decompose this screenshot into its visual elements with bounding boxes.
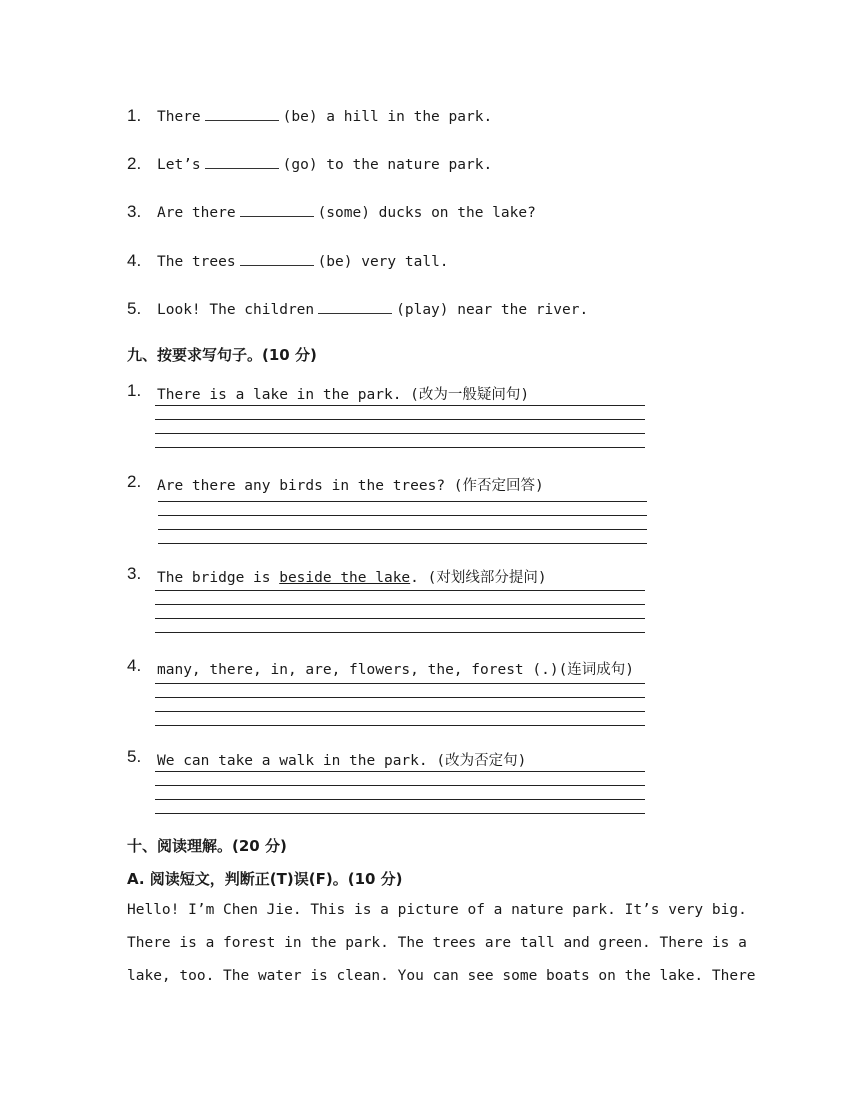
- fill-in-question-4: [157, 253, 449, 270]
- answer-blank[interactable]: [205, 156, 279, 169]
- question-text: Let’s: [157, 157, 201, 173]
- question-text: The bridge is: [157, 570, 280, 586]
- fill-in-question-5: [157, 301, 588, 318]
- answer-blank[interactable]: [318, 301, 392, 314]
- answer-line[interactable]: [155, 447, 645, 448]
- question-number: 2.: [127, 472, 142, 491]
- answer-line[interactable]: [155, 419, 645, 420]
- answer-line[interactable]: [155, 433, 645, 434]
- question-number: 4.: [127, 656, 142, 675]
- question-number: 4.: [127, 251, 142, 270]
- answer-line[interactable]: [155, 683, 645, 684]
- section-10-title: 十、阅读理解。(20 分): [127, 837, 287, 855]
- answer-line[interactable]: [155, 590, 645, 591]
- underlined-phrase: beside the lake: [279, 570, 411, 586]
- question-text: The trees: [157, 254, 236, 270]
- question-text: (be) very tall.: [317, 254, 449, 270]
- fill-in-question-2: [157, 156, 492, 173]
- question-text: (some) ducks on the lake?: [317, 205, 536, 221]
- fill-in-question-1: [157, 108, 492, 125]
- passage-line: Hello! I’m Chen Jie. This is a picture of a nature park. It’s very big.: [127, 902, 747, 918]
- answer-line[interactable]: [158, 543, 647, 544]
- question-number: 5.: [127, 747, 142, 766]
- answer-line[interactable]: [155, 604, 645, 605]
- rewrite-question-2: Are there any birds in the trees? (作否定回答): [157, 478, 544, 494]
- question-text: Look! The children: [157, 302, 315, 318]
- question-text: Are there: [157, 205, 236, 221]
- answer-blank[interactable]: [240, 204, 314, 217]
- section-10-subtitle: A. 阅读短文，判断正(T)误(F)。(10 分): [127, 870, 403, 888]
- answer-line[interactable]: [155, 711, 645, 712]
- rewrite-question-3: [157, 566, 547, 587]
- answer-line[interactable]: [155, 785, 645, 786]
- question-number: 2.: [127, 154, 142, 173]
- answer-line[interactable]: [158, 501, 647, 502]
- rewrite-question-5: We can take a walk in the park. (改为否定句): [157, 753, 527, 769]
- question-number: 3.: [127, 564, 142, 583]
- answer-line[interactable]: [155, 799, 645, 800]
- rewrite-question-1: There is a lake in the park. (改为一般疑问句): [157, 387, 530, 403]
- question-text: . (对划线部分提问): [410, 570, 547, 586]
- question-number: 3.: [127, 202, 142, 221]
- answer-line[interactable]: [155, 632, 645, 633]
- question-text: (go) to the nature park.: [282, 157, 493, 173]
- answer-blank[interactable]: [205, 108, 279, 121]
- fill-in-question-3: [157, 204, 536, 221]
- passage-line: lake, too. The water is clean. You can see some boats on the lake. There: [127, 968, 756, 984]
- answer-line[interactable]: [158, 529, 647, 530]
- question-text: (be) a hill in the park.: [282, 109, 493, 125]
- question-number: 5.: [127, 299, 142, 318]
- answer-line[interactable]: [155, 725, 645, 726]
- passage-line: There is a forest in the park. The trees are tall and green. There is a: [127, 935, 747, 951]
- answer-line[interactable]: [155, 771, 645, 772]
- question-number: 1.: [127, 381, 142, 400]
- question-text: There: [157, 109, 201, 125]
- question-text: (play) near the river.: [396, 302, 589, 318]
- question-number: 1.: [127, 106, 142, 125]
- answer-line[interactable]: [155, 813, 645, 814]
- rewrite-question-4: many, there, in, are, flowers, the, forest (.)(连词成句): [157, 662, 635, 678]
- section-9-title: 九、按要求写句子。(10 分): [127, 346, 317, 364]
- answer-line[interactable]: [155, 405, 645, 406]
- answer-line[interactable]: [158, 515, 647, 516]
- answer-line[interactable]: [155, 618, 645, 619]
- answer-line[interactable]: [155, 697, 645, 698]
- answer-blank[interactable]: [240, 253, 314, 266]
